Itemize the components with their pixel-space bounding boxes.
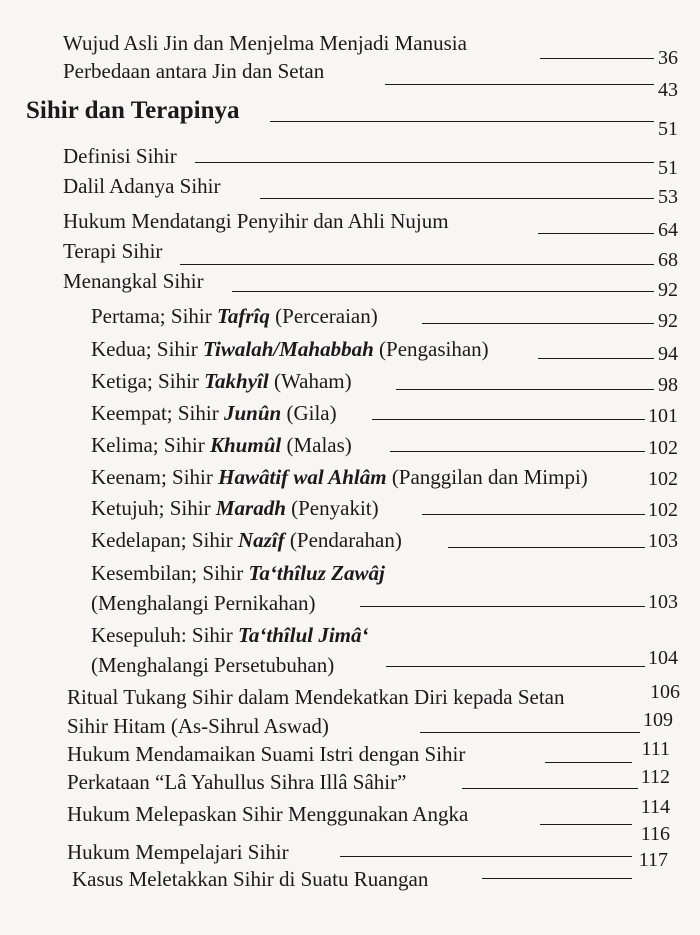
- toc-entry-title-part: Kesembilan; Sihir: [91, 561, 249, 585]
- toc-leader-line: [390, 451, 645, 452]
- toc-entry-hukum-mendamaikan: [67, 741, 465, 767]
- toc-entry-ritual: [67, 684, 565, 710]
- toc-entry-perbedaan: [63, 58, 324, 84]
- toc-leader-line: [420, 732, 640, 733]
- toc-entry-continuation: (Menghalangi Persetubuhan): [91, 653, 335, 677]
- toc-entry-title-part: Sihir Hitam (As-Sihrul Aswad): [67, 714, 329, 738]
- toc-leader-line: [540, 58, 654, 59]
- toc-page-number: 92: [658, 310, 678, 332]
- toc-page-number: 64: [658, 219, 678, 241]
- toc-entry-hukum-mempelajari: [67, 839, 289, 865]
- toc-entry-hukum-mendatangi: [63, 208, 449, 234]
- toc-entry-title-part: Ketiga; Sihir: [91, 369, 205, 393]
- toc-page-number: 112: [640, 766, 670, 788]
- toc-leader-line: [180, 264, 654, 265]
- toc-entry-title-italic: Tafrîq: [216, 304, 270, 328]
- toc-entry-title-part: Terapi Sihir: [63, 239, 163, 263]
- toc-leader-line: [422, 514, 645, 515]
- toc-entry-title-part: Dalil Adanya Sihir: [63, 174, 221, 198]
- toc-entry-title-part: (Waham): [268, 369, 352, 393]
- toc-leader-line: [540, 824, 632, 825]
- toc-page-number: 117: [638, 849, 668, 871]
- toc-entry-kelima: [91, 432, 352, 458]
- toc-entry-title-part: Pertama; Sihir: [91, 304, 217, 328]
- toc-entry-title-part: Kedua; Sihir: [91, 337, 203, 361]
- toc-entry-title-part: Keempat; Sihir: [91, 401, 224, 425]
- toc-page-number: 51: [658, 118, 678, 140]
- toc-entry-sihir-terapi: [26, 98, 240, 124]
- toc-entry-terapi: [63, 238, 162, 264]
- toc-entry-keempat: [91, 400, 337, 426]
- toc-entry-title-part: Perbedaan antara Jin dan Setan: [63, 59, 325, 83]
- toc-entry-title-part: Sihir dan Terapinya: [26, 97, 240, 124]
- toc-entry-title: [91, 433, 352, 457]
- toc-page-number: 36: [658, 47, 678, 69]
- toc-entry-ketujuh: [91, 495, 379, 521]
- toc-entry-title: [91, 337, 489, 361]
- toc-entry-title: [63, 31, 467, 55]
- toc-entry-hukum-melepaskan: [67, 801, 468, 827]
- toc-entry-title-part: Kesepuluh: Sihir: [91, 623, 238, 647]
- toc-entry-title-italic: Junûn: [223, 401, 282, 425]
- toc-page-number: 68: [658, 249, 678, 271]
- toc-page-number: 111: [641, 738, 670, 760]
- toc-entry-title-part: Definisi Sihir: [63, 144, 177, 168]
- toc-entry-title-part: (Panggilan dan Mimpi): [386, 465, 588, 489]
- toc-entry-title-part: (Pendarahan): [284, 528, 402, 552]
- toc-leader-line: [385, 84, 654, 85]
- toc-page-number: 43: [658, 79, 678, 101]
- toc-entry-title: [72, 867, 428, 891]
- toc-leader-line: [538, 358, 654, 359]
- toc-leader-line: [448, 547, 645, 548]
- toc-entry-title: [63, 144, 177, 168]
- toc-page-number: 92: [658, 279, 678, 301]
- toc-leader-line: [538, 233, 654, 234]
- toc-entry-title: [63, 174, 220, 198]
- toc-entry-title: [91, 528, 402, 552]
- toc-entry-perkataan: [67, 769, 406, 795]
- toc-entry-title: [63, 59, 324, 83]
- toc-leader-line: [260, 198, 654, 199]
- toc-entry-title-part: Hukum Melepaskan Sihir Menggunakan Angka: [67, 802, 469, 826]
- toc-entry-title-part: (Gila): [281, 401, 337, 425]
- toc-entry-title-part: (Pengasihan): [373, 337, 489, 361]
- toc-leader-line: [396, 389, 654, 390]
- toc-entry-title-part: Perkataan “Lâ Yahullus Sihra Illâ Sâhir”: [67, 770, 407, 794]
- toc-page-number: 109: [643, 709, 673, 731]
- toc-leader-line: [360, 606, 645, 607]
- toc-entry-title: [67, 742, 465, 766]
- toc-page-number: 116: [640, 823, 670, 845]
- toc-entry-title-part: Hukum Mendamaikan Suami Istri dengan Sihir: [67, 742, 466, 766]
- toc-entry-title: [67, 802, 468, 826]
- toc-page-number: 51: [658, 157, 678, 179]
- toc-entry-title: [63, 239, 162, 263]
- toc-page-number: 103: [648, 591, 678, 613]
- toc-leader-line: [270, 121, 654, 122]
- toc-entry-continuation: (Menghalangi Pernikahan): [91, 591, 316, 615]
- toc-entry-pertama: [91, 303, 378, 329]
- toc-page-number: 53: [658, 186, 678, 208]
- toc-leader-line: [545, 762, 632, 763]
- toc-entry-title: [91, 561, 385, 585]
- toc-page-number: 101: [648, 405, 678, 427]
- toc-entry-keenam: [91, 464, 588, 490]
- toc-entry-title-part: Keenam; Sihir: [91, 465, 219, 489]
- toc-page-number: 102: [648, 499, 678, 521]
- toc-page-number: 104: [648, 647, 678, 669]
- toc-entry-title: [91, 623, 369, 647]
- toc-entry-title-italic: Ta‘thîlul Jimâ‘: [238, 623, 369, 647]
- toc-leader-line: [422, 323, 654, 324]
- toc-entry-title-part: Ritual Tukang Sihir dalam Mendekatkan Diri kepada Setan: [67, 685, 565, 709]
- toc-page-number: 114: [640, 796, 670, 818]
- toc-entry-title: [67, 770, 406, 794]
- toc-entry-title-italic: Tiwalah/Mahabbah: [202, 337, 374, 361]
- toc-entry-title: [67, 840, 289, 864]
- toc-entry-definisi: [63, 143, 177, 169]
- toc-entry-ketiga: [91, 368, 352, 394]
- toc-entry-title-italic: Hawâtif wal Ahlâm: [218, 465, 387, 489]
- toc-entry-title-italic: Khumûl: [210, 433, 282, 457]
- toc-entry-kasus: [72, 866, 428, 892]
- toc-entry-title-part: Kedelapan; Sihir: [91, 528, 238, 552]
- toc-leader-line: [372, 419, 645, 420]
- toc-entry-title-part: Menangkal Sihir: [63, 269, 204, 293]
- toc-leader-line: [340, 856, 632, 857]
- toc-entry-dalil: [63, 173, 220, 199]
- toc-entry-title-italic: Maradh: [215, 496, 286, 520]
- toc-entry-title: [91, 401, 337, 425]
- toc-entry-title: [63, 209, 449, 233]
- toc-entry-title-part: Hukum Mempelajari Sihir: [67, 840, 289, 864]
- toc-entry-title-part: (Penyakit): [285, 496, 379, 520]
- toc-page-number: 98: [658, 374, 678, 396]
- toc-entry-title: [26, 97, 240, 124]
- toc-entry-title-part: Kelima; Sihir: [91, 433, 210, 457]
- toc-entry-title-part: Ketujuh; Sihir: [91, 496, 216, 520]
- toc-leader-line: [386, 666, 645, 667]
- toc-leader-line: [195, 162, 654, 163]
- toc-entry-title: [63, 269, 204, 293]
- toc-entry-title: [91, 369, 352, 393]
- toc-entry-sihir-hitam: [67, 713, 329, 739]
- toc-entry-title-italic: Takhyîl: [204, 369, 269, 393]
- toc-page-number: 94: [658, 343, 678, 365]
- toc-page-number: 102: [648, 468, 678, 490]
- toc-page-number: 103: [648, 530, 678, 552]
- toc-entry-title: [91, 304, 378, 328]
- toc-page-number: 106: [650, 681, 680, 703]
- toc-leader-line: [462, 788, 638, 789]
- toc-entry-kedua: [91, 336, 489, 362]
- toc-entry-title-part: Hukum Mendatangi Penyihir dan Ahli Nujum: [63, 209, 449, 233]
- toc-entry-title-part: Kasus Meletakkan Sihir di Suatu Ruangan: [72, 867, 429, 891]
- toc-entry-kesepuluh: [91, 622, 369, 648]
- toc-leader-line: [482, 878, 632, 879]
- toc-entry-title-italic: Nazîf: [237, 528, 285, 552]
- toc-leader-line: [232, 291, 654, 292]
- toc-entry-title-part: (Malas): [281, 433, 352, 457]
- toc-entry-title-part: (Perceraian): [269, 304, 378, 328]
- toc-entry-title-part: Wujud Asli Jin dan Menjelma Menjadi Manusia: [63, 31, 467, 55]
- toc-entry-kedelapan: [91, 527, 402, 553]
- toc-entry-kesembilan: [91, 560, 385, 586]
- toc-entry-title: [67, 685, 565, 709]
- toc-entry-menangkal: [63, 268, 204, 294]
- toc-entry-title: [91, 465, 588, 489]
- toc-entry-title: [67, 714, 329, 738]
- toc-entry-wujud: [63, 30, 467, 56]
- toc-page-number: 102: [648, 437, 678, 459]
- toc-entry-title-italic: Ta‘thîluz Zawâj: [248, 561, 385, 585]
- toc-entry-title: [91, 496, 379, 520]
